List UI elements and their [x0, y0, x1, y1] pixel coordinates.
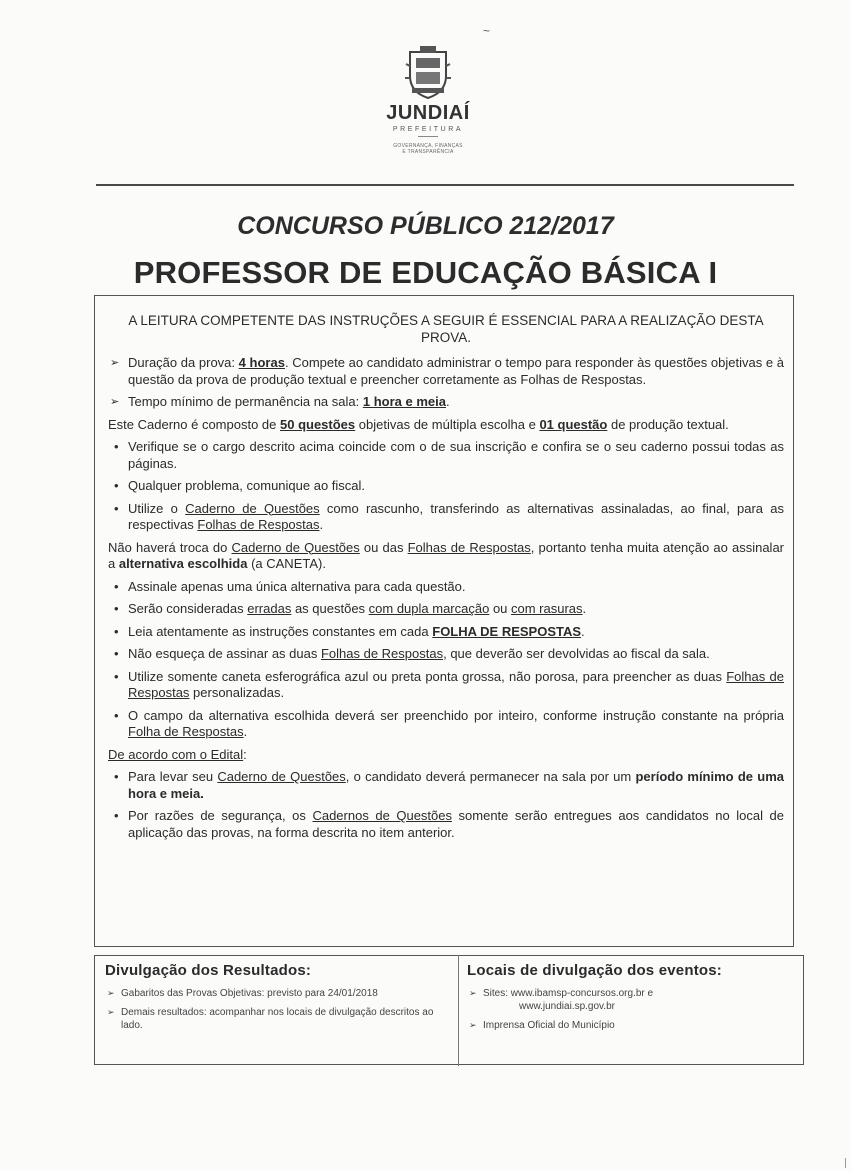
wrong-dupla: com dupla marcação [368, 601, 490, 616]
contest-number: CONCURSO PÚBLICO 212/2017 [237, 212, 614, 240]
take-caderno: Caderno de Questões [217, 769, 346, 784]
notrade-caderno: Caderno de Questões [231, 539, 360, 555]
logo-rule [418, 136, 438, 137]
results-item: ➢ Gabaritos das Provas Objetivas: previsto para 24/01/2018 [105, 987, 450, 1000]
venues-sites [467, 987, 797, 1013]
min-time-prefix: Tempo mínimo de permanência na sala: [128, 394, 363, 409]
booklet-suffix: de produção textual. [607, 416, 729, 432]
read-prefix: Leia atentamente as instruções constantes em cada [128, 623, 433, 639]
notrade-middle2: , portanto tenha muita atenção ao assinalar a [108, 539, 785, 571]
fill-suffix: . [243, 724, 248, 739]
scan-edge-mark [845, 1158, 846, 1168]
pen-suffix: personalizadas. [189, 685, 285, 700]
no-exchange-paragraph [108, 540, 784, 573]
venues-column [467, 964, 797, 1038]
logo-name: JUNDIAÍ [386, 102, 470, 124]
booklet-description [108, 417, 784, 434]
booklet-prefix: Este Caderno é composto de [108, 416, 280, 432]
sign-folhas: Folhas de Respostas [320, 646, 444, 661]
logo-department-line2: E TRANSPARÊNCIA [402, 149, 454, 155]
security-item [108, 808, 784, 841]
wrong-suffix: . [582, 601, 587, 616]
duration-value: 4 horas [238, 355, 285, 370]
wrong-answer-item [108, 601, 784, 618]
read-folha: FOLHA DE RESPOSTAS [432, 623, 582, 639]
notrade-alt: alternativa escolhida [118, 556, 248, 571]
wrong-middle: as questões [291, 601, 369, 616]
city-logo [368, 44, 488, 155]
edital-label: De acordo com o Edital [108, 746, 244, 762]
pen-folhas: Folhas de Respostas [128, 668, 784, 700]
instructions [108, 313, 784, 847]
use-draft-item [108, 501, 784, 534]
pen-prefix: Utilize somente caneta esferográfica azul ou preta ponta grossa, não porosa, para preencher as duas [128, 668, 727, 684]
coat-of-arms-icon [402, 44, 454, 100]
sign-suffix: , que deverão ser devolvidas ao fiscal da sala. [443, 646, 710, 661]
notrade-prefix: Não haverá troca do [108, 539, 232, 555]
sign-item [108, 646, 784, 663]
read-instructions-item [108, 624, 784, 641]
sites-label: ➢ Sites: www.ibamsp-concursos.org.br e [483, 988, 654, 999]
sign-prefix: Não esqueça de assinar as duas [128, 646, 321, 661]
min-time-suffix: . [445, 394, 450, 409]
take-booklet-item [108, 769, 784, 802]
duration-suffix: . Compete ao candidato administrar o tempo para responder às questões objetivas e à questão da prova de produção textual e preencher corretamente as Folhas de Respostas. [128, 355, 784, 387]
booklet-essay: 01 questão [539, 416, 608, 432]
min-time-value: 1 hora e meia [362, 394, 446, 409]
info-box [94, 955, 804, 1065]
logo-department-line1: GOVERNANÇA, FINANÇAS [393, 143, 463, 149]
booklet-middle: objetivas de múltipla escolha e [355, 416, 540, 432]
wrong-rasuras: com rasuras [511, 601, 583, 616]
instructions-heading: A LEITURA COMPETENTE DAS INSTRUÇÕES A SEGUIR É ESSENCIAL PARA A REALIZAÇÃO DESTA PROVA. [128, 313, 764, 345]
take-bold: período mínimo de uma hora e meia. [128, 769, 785, 801]
scan-mark: ~ [483, 24, 491, 38]
logo-subtitle: PREFEITURA [392, 126, 464, 133]
take-middle: , o candidato deverá permanecer na sala por um [345, 769, 636, 784]
notrade-middle: ou das [359, 539, 408, 555]
check-item: • Verifique se o cargo descrito acima coincide com o de sua inscrição e confira se o seu caderno possui todas as páginas. [108, 439, 784, 472]
results-title: Divulgação dos Resultados: [105, 962, 312, 979]
problem-item: • Qualquer problema, comunique ao fiscal. [108, 478, 784, 495]
sites-second: www.jundiai.sp.gov.br [519, 1001, 615, 1012]
duration-prefix: Duração da prova: [128, 355, 239, 370]
notrade-suffix: (a CANETA). [247, 556, 326, 571]
read-suffix: . [581, 623, 585, 639]
use-caderno: Caderno de Questões [185, 500, 320, 516]
exam-title: PROFESSOR DE EDUCAÇÃO BÁSICA I [133, 255, 718, 290]
wrong-prefix: Serão consideradas [128, 601, 248, 616]
take-prefix: Para levar seu [128, 769, 218, 784]
info-divider [458, 955, 459, 1066]
wrong-erradas: erradas [247, 601, 292, 616]
min-time-item [108, 394, 784, 411]
logo-department [368, 143, 488, 155]
results-item: ➢ Demais resultados: acompanhar nos locais de divulgação descritos ao lado. [105, 1006, 450, 1032]
pen-item [108, 669, 784, 702]
notrade-folhas: Folhas de Respostas [407, 539, 531, 555]
venues-official: ➢ Imprensa Oficial do Município [467, 1019, 797, 1032]
use-middle: como rascunho, transferindo as alternativas assinaladas, ao final, para as respectivas [128, 500, 784, 532]
edital-heading [108, 747, 784, 764]
security-suffix: somente serão entregues aos candidatos no local de aplicação das provas, na forma descrita no item anterior. [128, 808, 784, 840]
venues-title: Locais de divulgação dos eventos: [467, 962, 723, 979]
security-cadernos: Cadernos de Questões [312, 808, 452, 823]
header-rule [96, 184, 794, 186]
single-answer-item: • Assinale apenas uma única alternativa para cada questão. [108, 579, 784, 596]
use-folhas: Folhas de Respostas [197, 517, 320, 532]
security-prefix: Por razões de segurança, os [128, 808, 313, 823]
fill-folha: Folha de Respostas [128, 724, 244, 739]
edital-suffix: : [243, 746, 247, 762]
use-suffix: . [319, 517, 324, 532]
booklet-questions: 50 questões [280, 416, 356, 432]
use-prefix: Utilize o [128, 500, 186, 516]
duration-item [108, 355, 784, 388]
fill-prefix: O campo da alternativa escolhida deverá ser preenchido por inteiro, conforme instrução constante na própria [128, 707, 784, 723]
results-column [105, 964, 450, 1038]
wrong-or: ou [489, 601, 512, 616]
fill-item [108, 708, 784, 741]
